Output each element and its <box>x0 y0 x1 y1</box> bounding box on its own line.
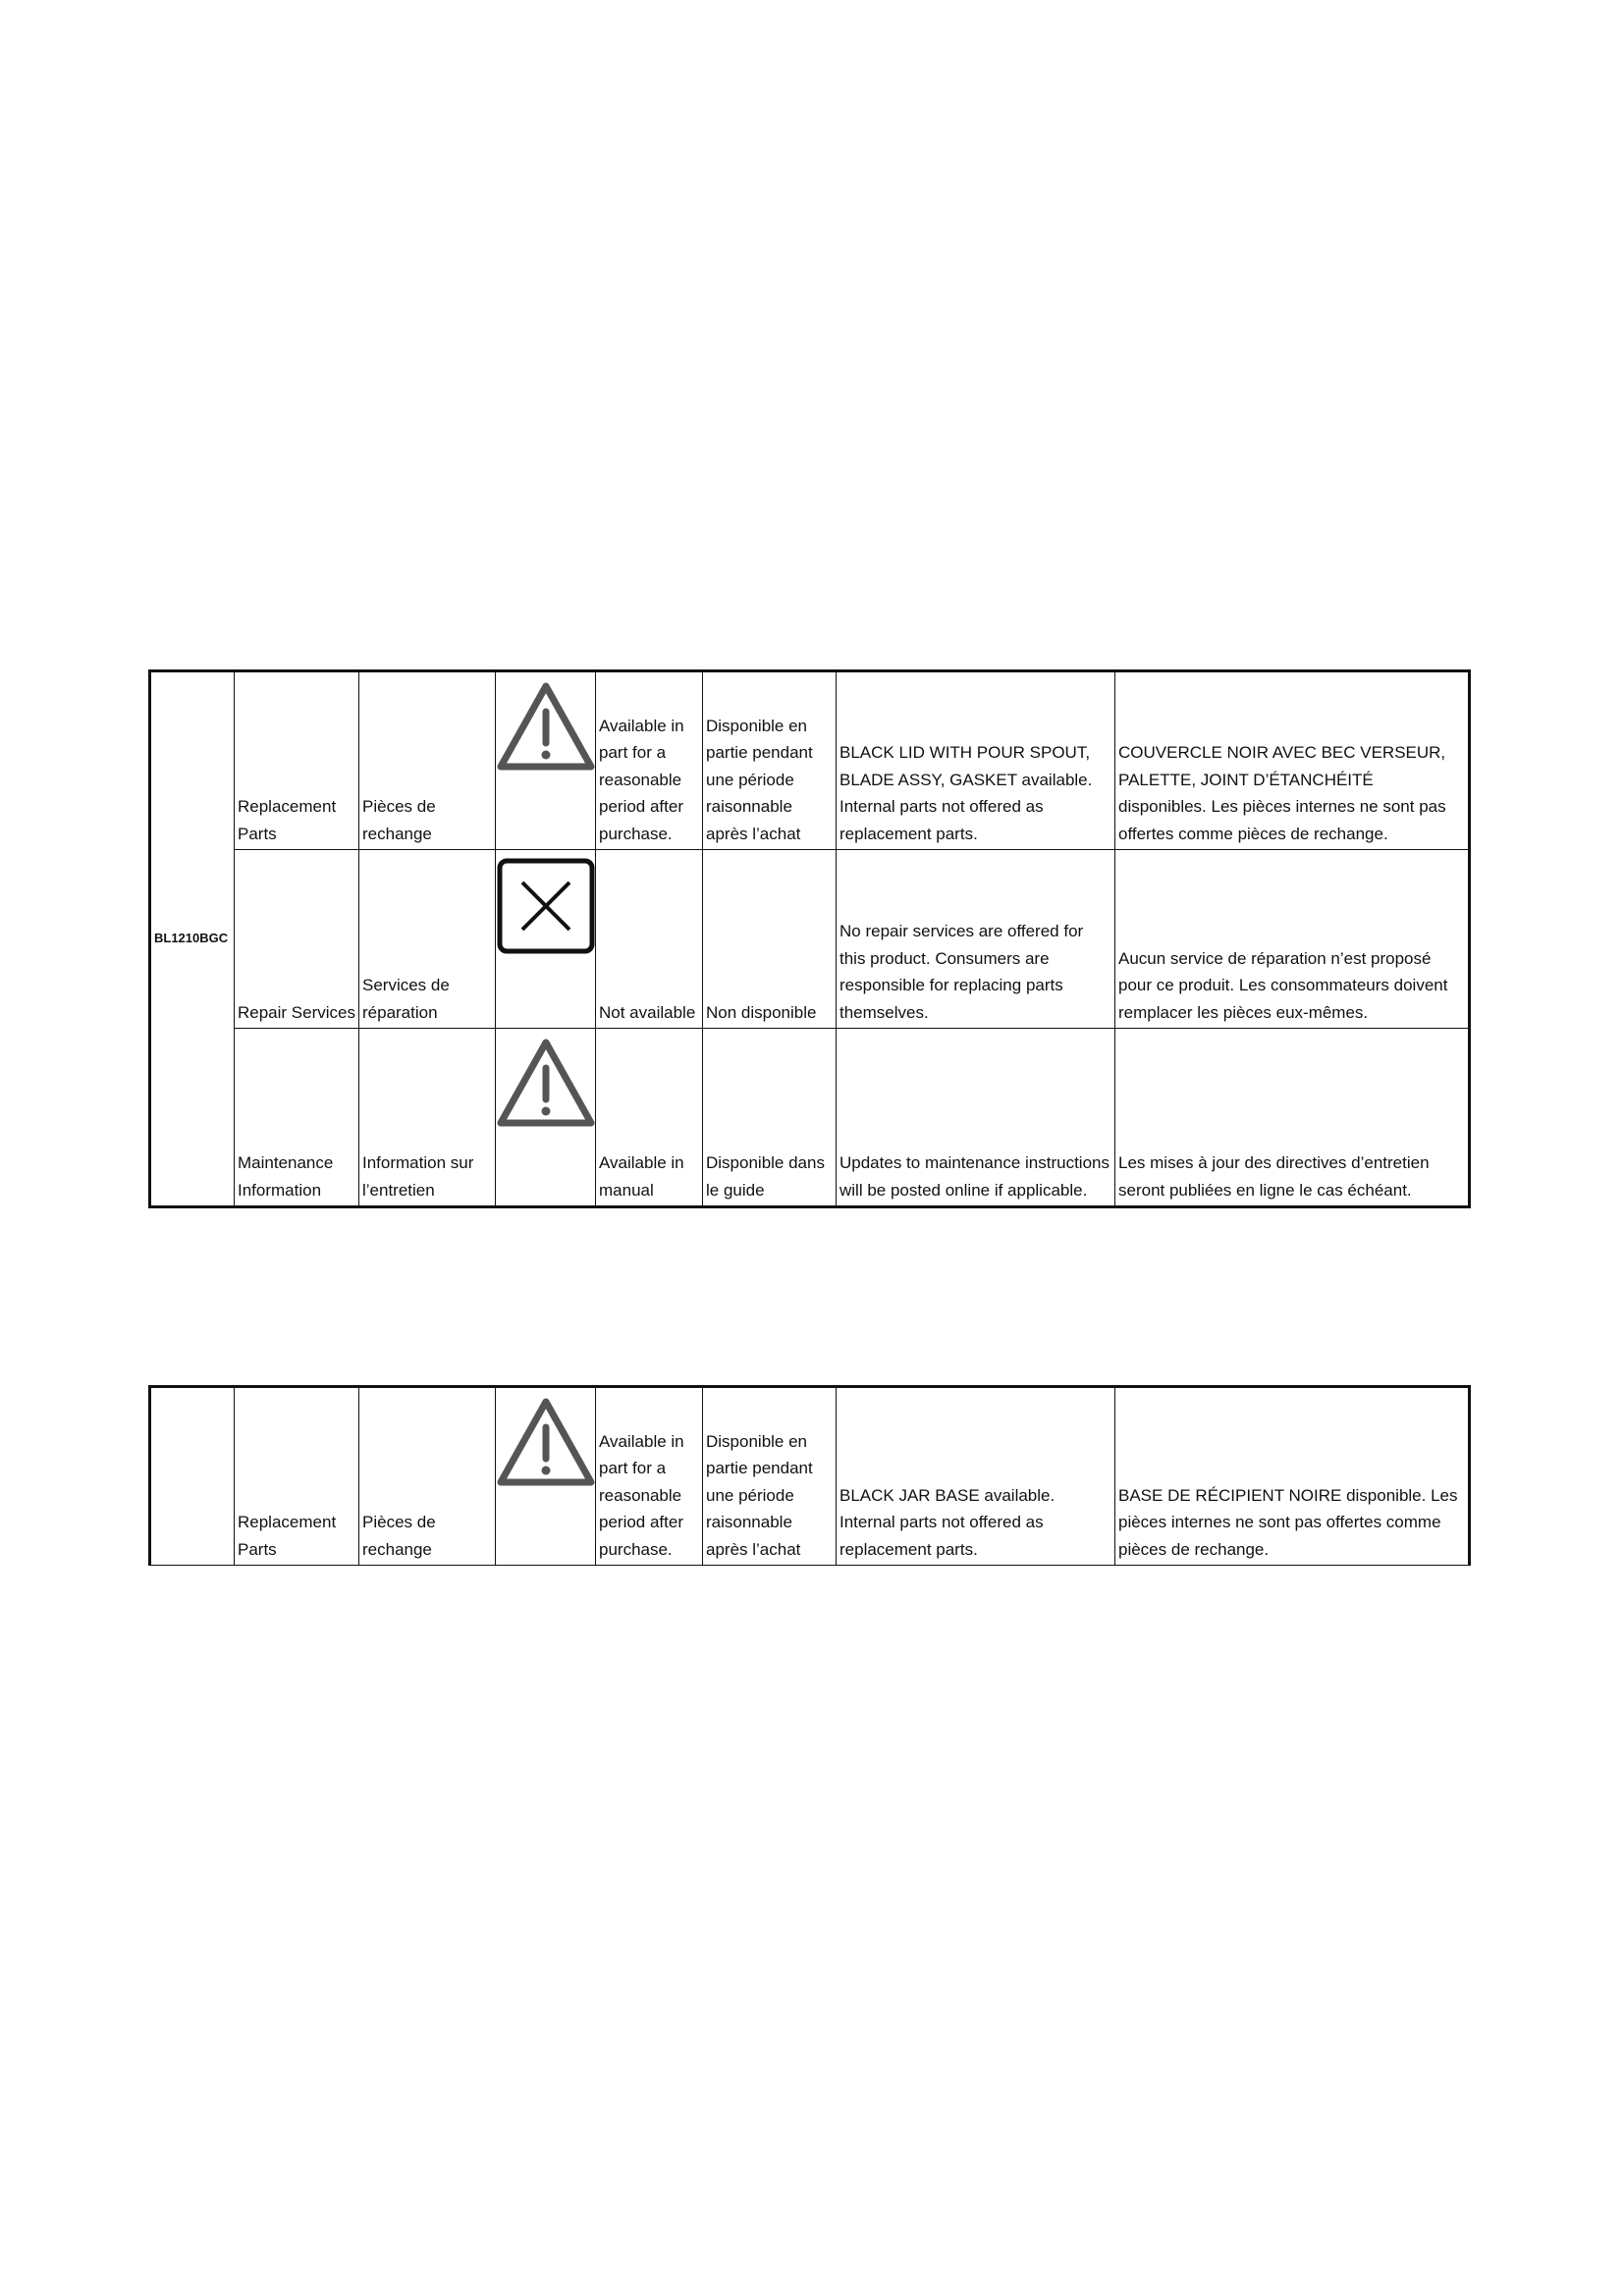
category-en: Repair Services <box>235 850 359 1029</box>
category-en: Replacement Parts <box>235 671 359 850</box>
status-en: Available in part for a reasonable period after purchase. <box>596 671 703 850</box>
warning-icon <box>497 1396 595 1488</box>
status-fr: Disponible en partie pendant une période raisonnable après l’achat <box>703 671 837 850</box>
table-row <box>150 850 1470 1029</box>
status-fr: Disponible dans le guide <box>703 1029 837 1207</box>
model-number <box>150 1387 235 1566</box>
warning-icon <box>497 680 595 773</box>
category-fr: Services de réparation <box>359 850 496 1029</box>
details-fr: Les mises à jour des directives d’entretien seront publiées en ligne le cas échéant. <box>1115 1029 1470 1207</box>
status-fr: Disponible en partie pendant une période raisonnable après l’achat <box>703 1387 837 1566</box>
details-fr: BASE DE RÉCIPIENT NOIRE disponible. Les pièces internes ne sont pas offertes comme pièces de rechange. <box>1115 1387 1470 1566</box>
repairability-table-1 <box>148 669 1471 1208</box>
warning-icon <box>497 1037 595 1129</box>
details-en: Updates to maintenance instructions will be posted online if applicable. <box>837 1029 1115 1207</box>
repairability-table-2 <box>148 1385 1471 1566</box>
x-box-icon <box>497 858 595 954</box>
table-row <box>150 1387 1470 1566</box>
details-en: BLACK LID WITH POUR SPOUT, BLADE ASSY, GASKET available. Internal parts not offered as replacement parts. <box>837 671 1115 850</box>
category-fr: Pièces de rechange <box>359 671 496 850</box>
status-icon-cell <box>496 1029 596 1207</box>
status-icon-cell <box>496 850 596 1029</box>
table-row <box>150 671 1470 850</box>
category-en: Maintenance Information <box>235 1029 359 1207</box>
category-fr: Pièces de rechange <box>359 1387 496 1566</box>
status-en: Available in part for a reasonable period after purchase. <box>596 1387 703 1566</box>
model-number: BL1210BGC <box>150 671 235 1207</box>
details-fr: Aucun service de réparation n’est proposé pour ce produit. Les consommateurs doivent remplacer les pièces eux-mêmes. <box>1115 850 1470 1029</box>
category-en: Replacement Parts <box>235 1387 359 1566</box>
table-row <box>150 1029 1470 1207</box>
status-en: Not available <box>596 850 703 1029</box>
status-icon-cell <box>496 671 596 850</box>
details-en: BLACK JAR BASE available. Internal parts not offered as replacement parts. <box>837 1387 1115 1566</box>
details-en: No repair services are offered for this product. Consumers are responsible for replacing parts themselves. <box>837 850 1115 1029</box>
status-icon-cell <box>496 1387 596 1566</box>
details-fr: COUVERCLE NOIR AVEC BEC VERSEUR, PALETTE, JOINT D’ÉTANCHÉITÉ disponibles. Les pièces internes ne sont pas offertes comme pièces de rechange. <box>1115 671 1470 850</box>
category-fr: Information sur l’entretien <box>359 1029 496 1207</box>
status-fr: Non disponible <box>703 850 837 1029</box>
status-en: Available in manual <box>596 1029 703 1207</box>
